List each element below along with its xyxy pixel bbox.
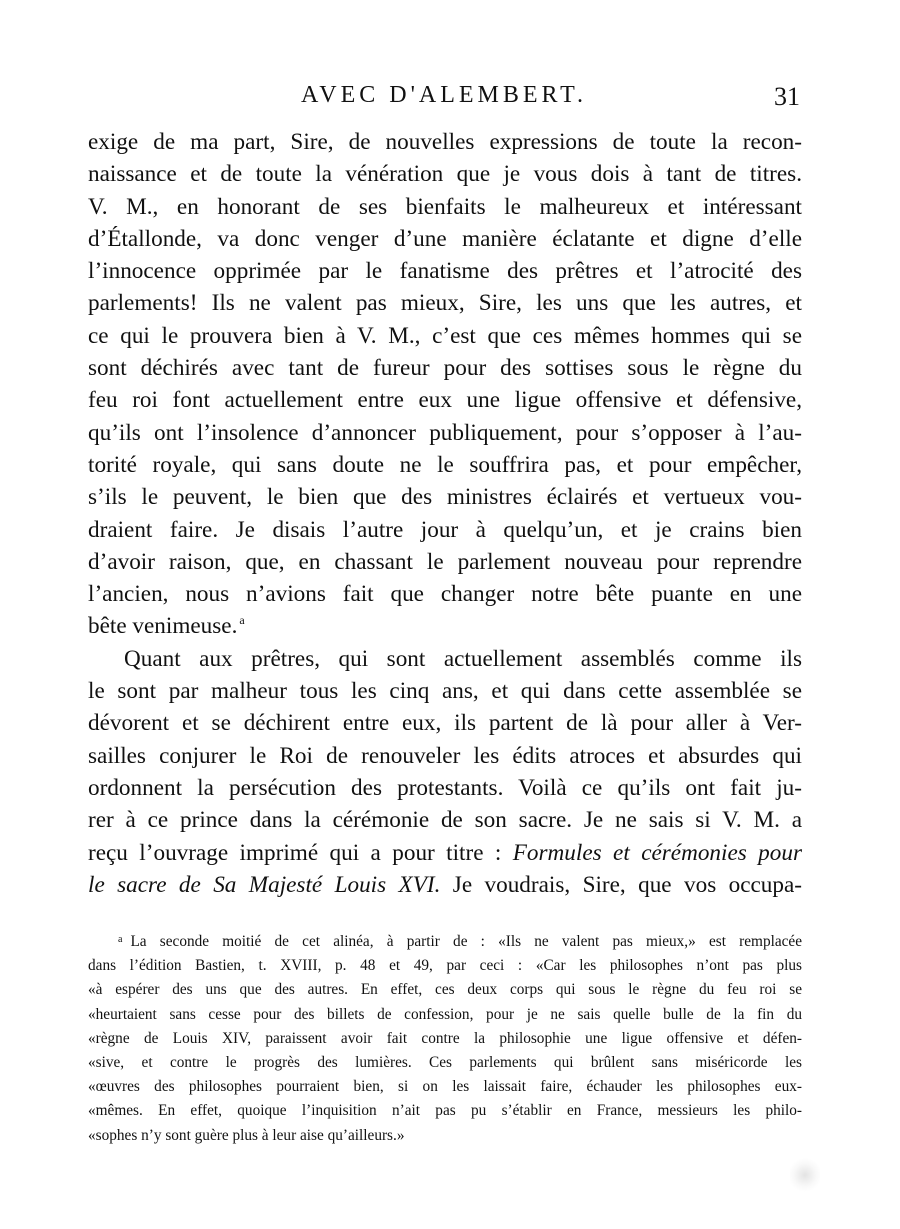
footnote-line: «à espérer des uns que des autres. En effet, ces deux corps qui sous le règne du feu roi se: [88, 981, 802, 999]
text-line: rer à ce prince dans la cérémonie de son sacre. Je ne sais si V. M. a: [88, 807, 802, 834]
text-line: naissance et de toute la vénération que je vous dois à tant de titres.: [88, 161, 802, 188]
footnote-line: «mêmes. En effet, quoique l’inquisition n’ait pas pu s’établir en France, messieurs les philo-: [88, 1102, 802, 1120]
text-line: l’ancien, nous n’avions fait que changer notre bête puante en une: [88, 581, 802, 608]
running-head: [88, 82, 800, 116]
text-line: le sont par malheur tous les cinq ans, et qui dans cette assemblée se: [88, 678, 802, 705]
text-line: parlements! Ils ne valent pas mieux, Sire, les uns que les autres, et: [88, 290, 802, 317]
footnote-line: «sive, et contre le progrès des lumières. Ces parlements qui brûlent sans miséricorde les: [88, 1053, 802, 1071]
text-line: sont déchirés avec tant de fureur pour des sottises sous le règne du: [88, 355, 802, 382]
text-line: Quant aux prêtres, qui sont actuellement assemblés comme ils: [124, 645, 802, 672]
text-line: qu’ils ont l’insolence d’annoncer publiquement, pour s’opposer à l’au-: [88, 419, 802, 446]
text-line: exige de ma part, Sire, de nouvelles expressions de toute la recon-: [88, 129, 802, 155]
footnote-line: «heurtaient sans cesse pour des billets de confession, pour je ne sais quelle bulle de la fin du: [88, 1005, 802, 1023]
text-fragment: bête venimeuse.: [88, 613, 238, 640]
footnote-line: «sophes n’y sont guère plus à leur aise qu’ailleurs.»: [88, 1126, 405, 1144]
footnote-reference[interactable]: a: [239, 613, 245, 628]
paragraph-end-line: [88, 610, 802, 642]
footnote-mark: a: [118, 934, 123, 945]
footnote-line: «œuvres des philosophes pourraient bien, si on les laissait faire, échauder les philosophes eux-: [88, 1078, 802, 1096]
running-title: AVEC D'ALEMBERT.: [301, 82, 587, 108]
text-line: draient faire. Je disais l’autre jour à quelqu’un, et je crains bien: [88, 516, 802, 543]
text-line: torité royale, qui sans doute ne le souffrira pas, et pour empêcher,: [88, 451, 802, 478]
footnote-line: dans l’édition Bastien, t. XVIII, p. 48 et 49, par ceci : «Car les philosophes n’ont pas plus: [88, 957, 802, 975]
italic-book-title: Formules et cérémonies pour: [512, 839, 802, 866]
footnote-line: [88, 930, 802, 954]
paper-smudge: [790, 1158, 820, 1192]
text-line: V. M., en honorant de ses bienfaits le malheureux et intéressant: [88, 193, 802, 220]
footnote-line: «règne de Louis XIV, paraissent avoir fait contre la philosophie une ligue offensive et défen-: [88, 1029, 802, 1047]
text-line: sailles conjurer le Roi de renouveler les édits atroces et absurdes qui: [88, 742, 802, 769]
text-fragment: reçu l’ouvrage imprimé qui a pour titre :: [88, 839, 502, 866]
footnote-block: [88, 930, 802, 1148]
footnote-text: La seconde moitié de cet alinéa, à partir de : «Ils ne valent pas mieux,» est remplacée: [130, 933, 802, 950]
text-line: dévorent et se déchirent entre eux, ils partent de là pour aller à Ver-: [88, 710, 802, 737]
italic-book-title: le sacre de Sa Majesté Louis XVI.: [88, 871, 441, 898]
page-number: 31: [774, 82, 800, 111]
text-line: ordonnent la persécution des protestants. Voilà ce qu’ils ont fait ju-: [88, 774, 802, 801]
text-line: feu roi font actuellement entre eux une ligue offensive et défensive,: [88, 387, 802, 414]
text-line: l’innocence opprimée par le fanatisme des prêtres et l’atrocité des: [88, 258, 802, 285]
text-fragment: Je voudrais, Sire, que vos occupa-: [440, 871, 802, 898]
text-line-with-title: [88, 837, 802, 869]
text-line-with-title: [88, 869, 802, 901]
text-line: s’ils le peuvent, le bien que des ministres éclairés et vertueux vou-: [88, 484, 802, 511]
main-text: [88, 126, 802, 901]
text-line: d’Étallonde, va donc venger d’une manière éclatante et digne d’elle: [88, 225, 802, 252]
text-line: d’avoir raison, que, en chassant le parlement nouveau pour reprendre: [88, 548, 802, 575]
text-line: ce qui le prouvera bien à V. M., c’est que ces mêmes hommes qui se: [88, 322, 802, 349]
